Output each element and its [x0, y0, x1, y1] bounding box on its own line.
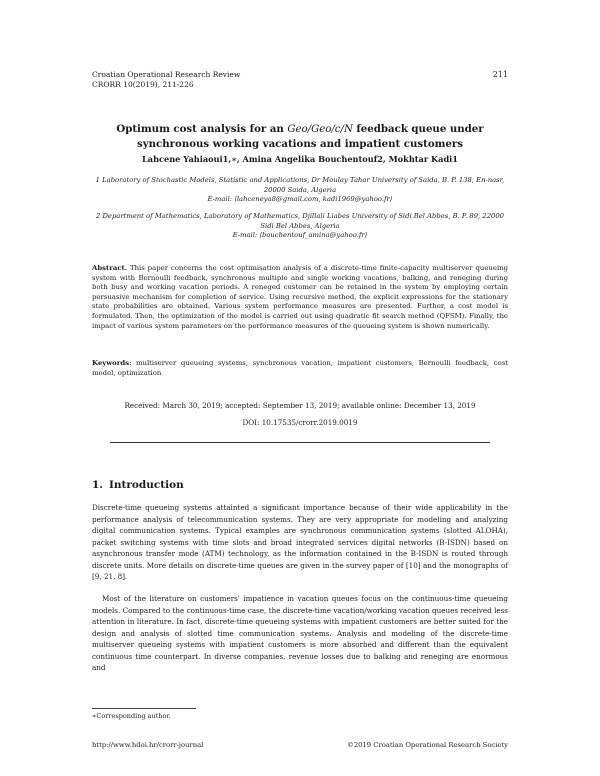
footnote-rule: [92, 708, 196, 709]
journal-header: [92, 70, 240, 90]
received-dates: Received: March 30, 2019; accepted: September 13, 2019; available online: December 13, 2019: [124, 401, 476, 410]
journal-url-link[interactable]: http://www.hdoi.hr/crorr-journal: [92, 741, 204, 749]
title-before: Optimum cost analysis for an: [116, 123, 288, 135]
affiliation-2: [92, 212, 508, 241]
separator-rule: [110, 442, 490, 443]
author-list: Lahcene Yahiaoui1,∗, Amina Angelika Bouchentouf2, Mokhtar Kadi1: [142, 154, 458, 164]
keywords: [92, 359, 508, 378]
copyright: ©2019 Croatian Operational Research Society: [347, 741, 508, 749]
keywords-label: Keywords: [92, 359, 130, 367]
footnote: ∗Corresponding author.: [92, 712, 171, 720]
affiliation-2-email: E-mail: ⟨bouchentouf_amina@yahoo.fr⟩: [232, 231, 368, 240]
doi: DOI: 10.17535/crorr.2019.0019: [242, 418, 358, 427]
journal-citation: CRORR 10(2019), 211-226: [92, 80, 194, 89]
title-line2: synchronous working vacations and impatient customers: [136, 138, 464, 150]
affiliation-1: [92, 176, 508, 205]
section-heading: [92, 479, 184, 491]
journal-name: Croatian Operational Research Review: [92, 70, 241, 79]
paper-title: [80, 122, 520, 151]
section-title: Introduction: [108, 479, 184, 491]
abstract: [92, 264, 508, 331]
intro-paragraph-1: Discrete-time queueing systems attainted a significant importance because of their wide applicability in the performance analysis of telecommunication systems. They are very appropriate for modeling and analyzing digital communication systems. Typical examples are synchronous communication systems (slotted ALOHA), packet switching systems with time slots and broad integrated services digital networks (B-ISDN) based on asynchronous transfer mode (ATM) technology, as the information contained in the B-ISDN is routed through discrete units. More details on discrete-time queues are given in the survey paper of [10] and the monographs of [9, 21, 8].: [92, 503, 508, 581]
affiliation-2-text: 2 Department of Mathematics, Laboratory of Mathematics, Djillali Liabes University of Sidi Bel Abbes, B. P. 89, 22000 Sidi Bel Abbes, Algeria: [95, 212, 504, 230]
section-number: 1.: [92, 479, 103, 491]
title-model: Geo/Geo/c/N: [287, 124, 353, 135]
abstract-text: This paper concerns the cost optimisation analysis of a discrete-time finite-capacity multiserver queueing system with Bernoulli feedback, synchronous multiple and single working vacations, balking, and reneging during both busy and working vacation periods. A reneged customer can be retained in the system by employing certain persuasive mechanism for completion of service. Using recursive method, the explicit expressions for the stationary state probabilities are obtained. Various system performance measures are presented. Further, a cost model is formulated. Then, the optimization of the model is carried out using quadratic fit search method (QFSM). Finally, the impact of various system parameters on the performance measures of the queueing system is shown numerically.: [92, 264, 508, 330]
page-number: 211: [492, 70, 508, 79]
keywords-text: : multiserver queueing systems, synchronous vacation, impatient customers, Bernoulli feedback, cost model, optimization: [92, 359, 508, 377]
abstract-label: Abstract.: [92, 264, 128, 272]
title-after: feedback queue under: [352, 123, 484, 135]
intro-paragraph-2: Most of the literature on customers' impatience in vacation queues focus on the continuous-time queueing models. Compared to the continuous-time case, the discrete-time vacation/working vacation queues received less attention in literature. In fact, discrete-time queueing systems with impatient customers are better suited for the design and analysis of slotted time communication systems. Analysis and modeling of the discrete-time multiserver queueing systems with impatient customers is more absorbed and different than the equivalent continuous time counterpart. In diverse companies, revenue losses due to balking and reneging are enormous and: [92, 594, 508, 672]
affiliation-1-text: 1 Laboratory of Stochastic Models, Statistic and Applications, Dr Moulay Tahar University of Saida, B. P. 138, En-nasr, 20000 Saida, Algeria: [95, 176, 505, 194]
affiliation-1-email: E-mail: ⟨lahceneya8@gmail.com, kadi1969@yahoo.fr⟩: [207, 195, 393, 204]
